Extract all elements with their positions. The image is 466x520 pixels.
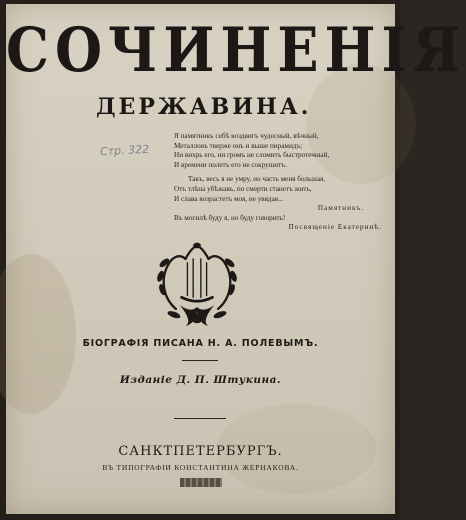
epigraph-poem — [174, 132, 384, 233]
main-title: СОЧИНЕНІЯ — [6, 14, 466, 86]
poem-line: Я памятникъ себѣ воздвигъ чудесный, вѣчный, — [174, 132, 319, 140]
poem-line: И слава возрастетъ моя, не увядая... — [174, 194, 284, 203]
title-page — [6, 4, 466, 514]
divider — [174, 418, 226, 419]
publisher-line: Изданіе Д. П. Штукина. — [119, 374, 282, 386]
divider — [182, 360, 218, 361]
poem-attribution: Посвященіе Екатеринѣ. — [288, 223, 382, 232]
biography-line: БІОГРАФІЯ ПИСАНА Н. А. ПОЛЕВЫМЪ. — [82, 338, 319, 349]
poem-line: Отъ тлѣна убѣжавъ, по смерти станетъ жить, — [174, 184, 312, 193]
lyre-wreath-icon — [149, 234, 245, 330]
poem-line: Металловъ тверже онъ и выше пирамидъ; — [174, 141, 303, 150]
paper-stain — [0, 254, 76, 414]
author-title: ДЕРЖАВИНА. — [96, 94, 312, 120]
poem-line: Такъ, весь я не умру, но часть меня большая, — [188, 175, 326, 184]
year-mark — [180, 478, 222, 487]
library-pencil-mark: Стр. 322 — [99, 142, 150, 159]
poem-line: И времени полетъ его не сокрушитъ. — [174, 160, 287, 169]
city-imprint: САНКТПЕТЕРБУРГЪ. — [118, 444, 283, 459]
poem-attribution: Памятникъ. — [317, 204, 364, 213]
poem-line: Въ могилѣ буду я, но буду говорить! — [174, 213, 286, 222]
printer-imprint: ВЪ ТИПОГРАФІИ КОНСТАНТИНА ЖЕРНАКОВА. — [102, 463, 299, 472]
poem-line: Ни вихрь его, ни громъ не сломитъ быстротечный, — [174, 151, 330, 160]
